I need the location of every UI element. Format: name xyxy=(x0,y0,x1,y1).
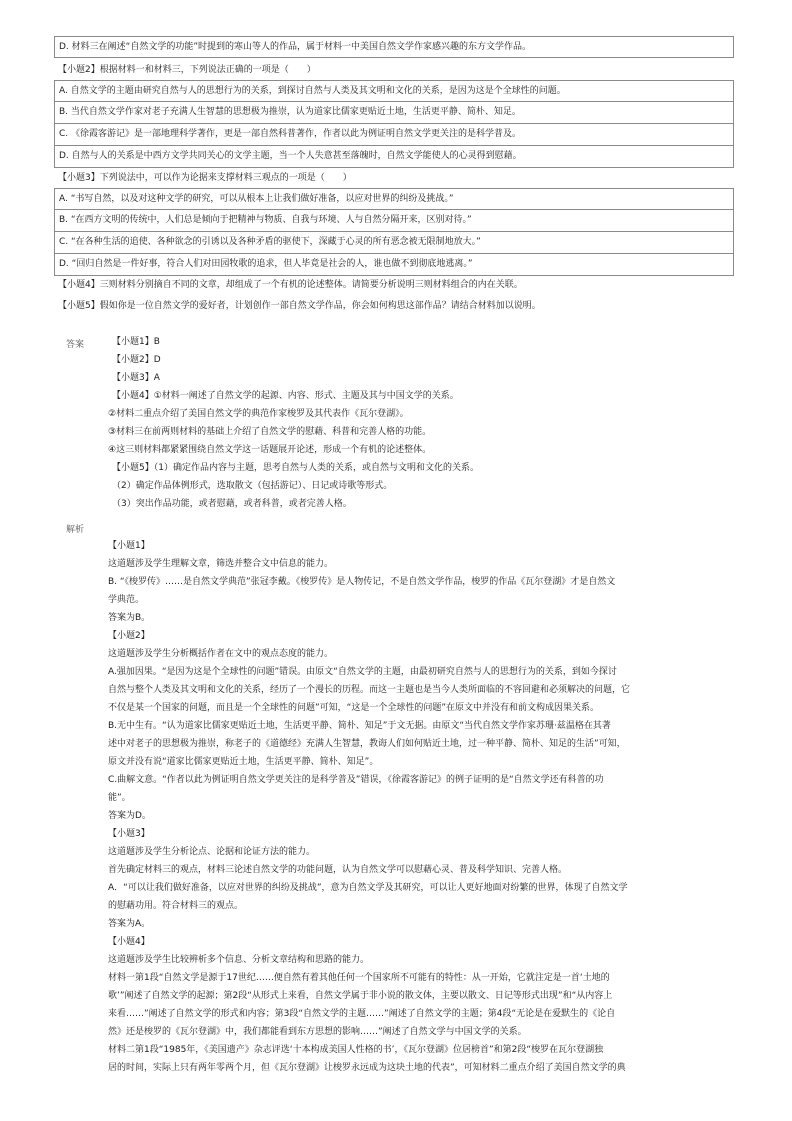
analysis-line: 材料一第1段“自然文学是源于17世纪……便自然有着其他任何一个国家所不可能有的特性：从一开始，它就注定是一首‘土地的 xyxy=(108,973,610,983)
analysis-line: 述中对老子的思想极为推崇，称老子的《道德经》充满人生智慧，教诲人们如何贴近土地，过一种平静、简朴、知足的生活”可知， xyxy=(108,739,626,749)
analysis-block xyxy=(108,537,738,1077)
answer-line: 【小题1】B xyxy=(112,337,160,347)
answer-line: （2）确定作品体例形式，选取散文（包括游记）、日记或诗歌等形式。 xyxy=(112,481,393,491)
analysis-line: 首先确定材料三的观点，材料三论述自然文学的功能问题，认为自然文学可以慰藉心灵、普及科学知识、完善人格。 xyxy=(108,865,568,875)
analysis-line: 的慰藉功用。符合材料三的观点。 xyxy=(108,901,244,911)
analysis-line: 这道题涉及学生分析论点、论据和论证方法的能力。 xyxy=(108,847,316,857)
question1-options-table xyxy=(54,36,734,58)
analysis-line: A.强加因果。“是因为这是个全球性的问题”错误。由原文“自然文学的主题，由最初研究自然与人的思想行为的关系，到如今探讨 xyxy=(108,667,617,677)
analysis-line: 答案为A。 xyxy=(108,919,151,929)
q3-option-a: A. “书写自然，以及对这种文学的研究，可以从根本上让我们做好准备，以应对世界的纠纷及挑战。” xyxy=(54,188,734,210)
analysis-line: 材料二第1段“1985年，《美国遗产》杂志评选‘十本构成美国人性格的书’，《瓦尔登湖》位居榜首”和第2段“梭罗在瓦尔登湖独 xyxy=(108,1045,604,1055)
answer-line: 【小题2】D xyxy=(112,355,161,365)
question2-stem: 【小题2】根据材料一和材料三，下列说法正确的一项是（ ） xyxy=(58,65,316,75)
q2-option-d: D. 自然与人的关系是中西方文学共同关心的文学主题，当一个人失意甚至落魄时，自然文学能使人的心灵得到慰藉。 xyxy=(54,146,734,168)
analysis-line: 然》还是梭罗的《瓦尔登湖》中，我们都能看到东方思想的影响……”阐述了自然文学与中国文学的关系。 xyxy=(108,1027,527,1037)
q3-option-b: B. “在西方文明的传统中，人们总是倾向于把精神与物质、自我与环境、人与自然分隔开来，区别对待。” xyxy=(54,210,734,232)
analysis-line: 答案为D。 xyxy=(108,811,151,821)
q2-option-a: A. 自然文学的主题由研究自然与人的思想行为的关系，到探讨自然与人类及其文明和文化的关系，是因为这是个全球性的问题。 xyxy=(54,80,734,102)
answer-line: （3）突出作品功能，或者慰藉，或者科普，或者完善人格。 xyxy=(112,499,352,509)
question4-stem: 【小题4】三则材料分别摘自不同的文章，却组成了一个有机的论述整体。请简要分析说明三则材料组合的内在关联。 xyxy=(58,280,523,290)
answer-label: 答案 xyxy=(66,340,85,350)
answer-line: 【小题5】（1）确定作品内容与主题，思考自然与人类的关系，或自然与文明和文化的关系。 xyxy=(112,463,479,473)
analysis-line: 自然与整个人类及其文明和文化的关系，经历了一个漫长的历程。而这一主题也是当今人类所面临的不容回避和必须解决的问题，它 xyxy=(108,685,631,695)
question3-options-table xyxy=(54,188,734,276)
analysis-label: 解析 xyxy=(66,525,85,535)
q3-option-c: C. “在各种生活的追使、各种欲念的引诱以及各种矛盾的驱使下，深藏于心灵的所有恶念被无限制地放大。” xyxy=(54,232,734,254)
analysis-line: C.曲解文意。“作者以此为例证明自然文学更关注的是科学普及”错误，《徐霞客游记》的例子证明的是“自然文学还有科普的功 xyxy=(108,775,604,785)
analysis-line: 学典范。 xyxy=(108,595,145,605)
question2-options-table xyxy=(54,80,734,168)
answer-line: 【小题3】A xyxy=(112,373,160,383)
analysis-line: 【小题2】 xyxy=(108,631,150,641)
q2-option-c: C. 《徐霞客游记》是一部地理科学著作，更是一部自然科普著作，作者以此为例证明自然文学更关注的是科学普及。 xyxy=(54,124,734,146)
analysis-line: A．“可以让我们做好准备，以应对世界的纠纷及挑战”，意为自然文学及其研究，可以让人更好地面对纷繁的世界，体现了自然文学 xyxy=(108,883,628,893)
answer-block xyxy=(108,333,738,513)
analysis-line: B. “《梭罗传》……是自然文学典范”张冠李戴。《梭罗传》是人物传记，不是自然文学作品，梭罗的作品《瓦尔登湖》才是自然文 xyxy=(108,577,616,587)
analysis-line: 这道题涉及学生比较辨析多个信息、分析文章结构和思路的能力。 xyxy=(108,955,370,965)
answer-line: 【小题4】①材料一阐述了自然文学的起源、内容、形式、主题及其与中国文学的关系。 xyxy=(112,391,459,401)
analysis-line: 答案为B。 xyxy=(108,613,151,623)
answer-line: ②材料二重点介绍了美国自然文学的典范作家梭罗及其代表作《瓦尔登湖》。 xyxy=(108,409,409,419)
question5-stem: 【小题5】假如你是一位自然文学的爱好者，计划创作一部自然文学作品，你会如何构思这部作品？请结合材料加以说明。 xyxy=(58,301,541,311)
analysis-line: 原文并没有说“道家比儒家更贴近土地，生活更平静、简朴、知足”。 xyxy=(108,757,379,767)
analysis-line: 这道题涉及学生分析概括作者在文中的观点态度的能力。 xyxy=(108,649,334,659)
analysis-line: 【小题3】 xyxy=(108,829,150,839)
analysis-line: 【小题1】 xyxy=(108,541,150,551)
q2-option-b: B. 当代自然文学作家对老子充满人生智慧的思想极为推崇，认为道家比儒家更贴近土地，生活更平静、简朴、知足。 xyxy=(54,102,734,124)
analysis-line: 【小题4】 xyxy=(108,937,150,947)
analysis-line: B.无中生有。“认为道家比儒家更贴近土地，生活更平静、简朴、知足”于文无据。由原文“当代自然文学作家苏珊·兹温格在其著 xyxy=(108,721,611,731)
analysis-line: 来看……”阐述了自然文学的形式和内容；第3段“自然文学的主题……”阐述了自然文学的主题；第4段“无论是在爱默生的《论自 xyxy=(108,1009,616,1019)
q1-option-d: D. 材料三在阐述“自然文学的功能”时提到的寒山等人的作品，属于材料一中美国自然文学作家感兴趣的东方文学作品。 xyxy=(54,36,734,58)
answer-line: ④这三则材料都紧紧围绕自然文学这一话题展开论述，形成一个有机的论述整体。 xyxy=(108,445,432,455)
analysis-line: 这道题涉及学生理解文章，筛选并整合文中信息的能力。 xyxy=(108,559,334,569)
question3-stem: 【小题3】下列说法中，可以作为论据来支撑材料三观点的一项是（ ） xyxy=(58,173,352,183)
q3-option-d: D. “回归自然是一件好事，符合人们对田园牧歌的追求，但人毕竟是社会的人，谁也做不到彻底地逃离。” xyxy=(54,254,734,276)
analysis-line: 能”。 xyxy=(108,793,131,803)
analysis-line: 居的时间，实际上只有两年零两个月，但《瓦尔登湖》让梭罗永远成为这块土地的代表”，可知材料二重点介绍了美国自然文学的典 xyxy=(108,1063,626,1073)
analysis-line: 不仅是某一个国家的问题，而且是一个全球性的问题”可知，“这是一个全球性的问题”在原文中并没有和前文构成因果关系。 xyxy=(108,703,599,713)
answer-line: ③材料三在前两则材料的基础上介绍了自然文学的慰藉、科普和完善人格的功能。 xyxy=(108,427,432,437)
analysis-line: 歌’”阐述了自然文学的起源；第2段“从形式上来看，自然文学属于非小说的散文体，主要以散文、日记等形式出现”和“从内容上 xyxy=(108,991,613,1001)
